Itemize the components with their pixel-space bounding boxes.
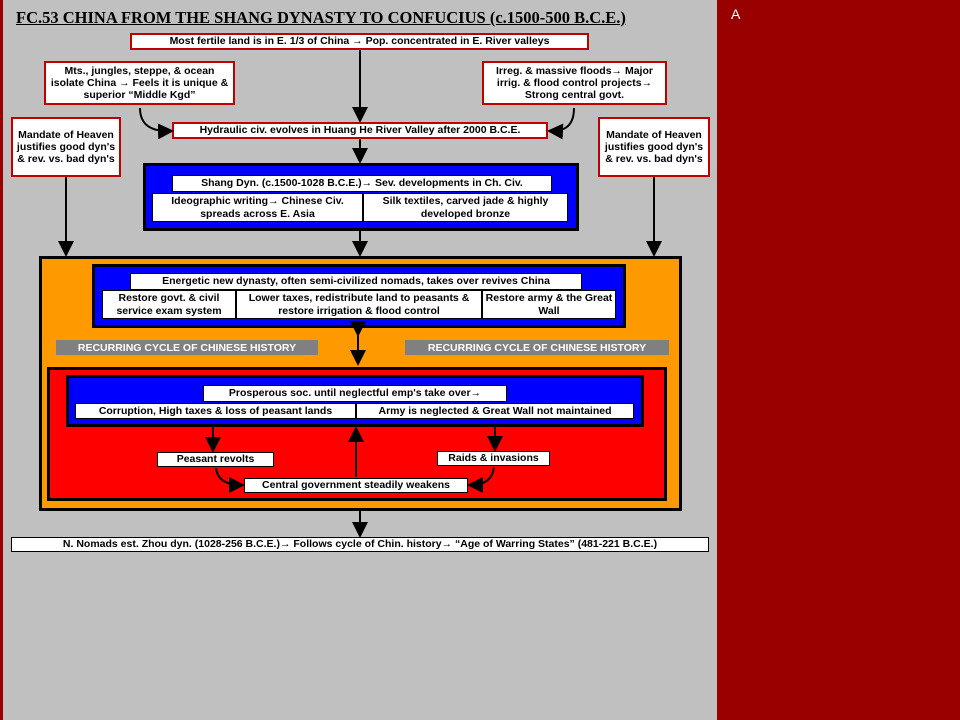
cycle-label-left: RECURRING CYCLE OF CHINESE HISTORY	[56, 340, 318, 355]
weakens-box: Central government steadily weakens	[244, 478, 468, 493]
geography-isolation-box: Mts., jungles, steppe, & ocean isolate China → Feels it is unique & superior “Middle Kgd”	[44, 61, 235, 105]
peasant-revolts-box: Peasant revolts	[157, 452, 274, 467]
slide-letter: A	[731, 6, 741, 22]
mandate-right-box: Mandate of Heaven justifies good dyn's & rev. vs. bad dyn's	[598, 117, 710, 177]
zhou-box: N. Nomads est. Zhou dyn. (1028-256 B.C.E.)→ Follows cycle of Chin. history→ “Age of Warring States” (481-221 B.C.E.)	[11, 537, 709, 552]
raids-box: Raids & invasions	[437, 451, 550, 466]
restore-govt: Restore govt. & civil service exam system	[102, 290, 236, 319]
mandate-left-box: Mandate of Heaven justifies good dyn's & rev. vs. bad dyn's	[11, 117, 121, 177]
shang-silk: Silk textiles, carved jade & highly developed bronze	[363, 193, 568, 222]
page-title: FC.53 CHINA FROM THE SHANG DYNASTY TO CONFUCIUS (c.1500-500 B.C.E.)	[16, 8, 626, 27]
prosperous-header: Prosperous soc. until neglectful emp's take over→	[203, 385, 507, 402]
restore-army: Restore army & the Great Wall	[482, 290, 616, 319]
hydraulic-civ-box: Hydraulic civ. evolves in Huang He River Valley after 2000 B.C.E.	[172, 122, 548, 139]
floods-box: Irreg. & massive floods→ Major irrig. & flood control projects→ Strong central govt.	[482, 61, 667, 105]
army-neglected-box: Army is neglected & Great Wall not maintained	[356, 403, 634, 419]
new-dynasty-header: Energetic new dynasty, often semi-civilized nomads, takes over revives China	[130, 273, 582, 290]
shang-writing: Ideographic writing→ Chinese Civ. spreads across E. Asia	[152, 193, 363, 222]
corruption-box: Corruption, High taxes & loss of peasant lands	[75, 403, 356, 419]
shang-header: Shang Dyn. (c.1500-1028 B.C.E.)→ Sev. developments in Ch. Civ.	[172, 175, 552, 192]
lower-taxes: Lower taxes, redistribute land to peasants & restore irrigation & flood control	[236, 290, 482, 319]
fertile-land-box: Most fertile land is in E. 1/3 of China → Pop. concentrated in E. River valleys	[130, 33, 589, 50]
cycle-label-right: RECURRING CYCLE OF CHINESE HISTORY	[405, 340, 669, 355]
